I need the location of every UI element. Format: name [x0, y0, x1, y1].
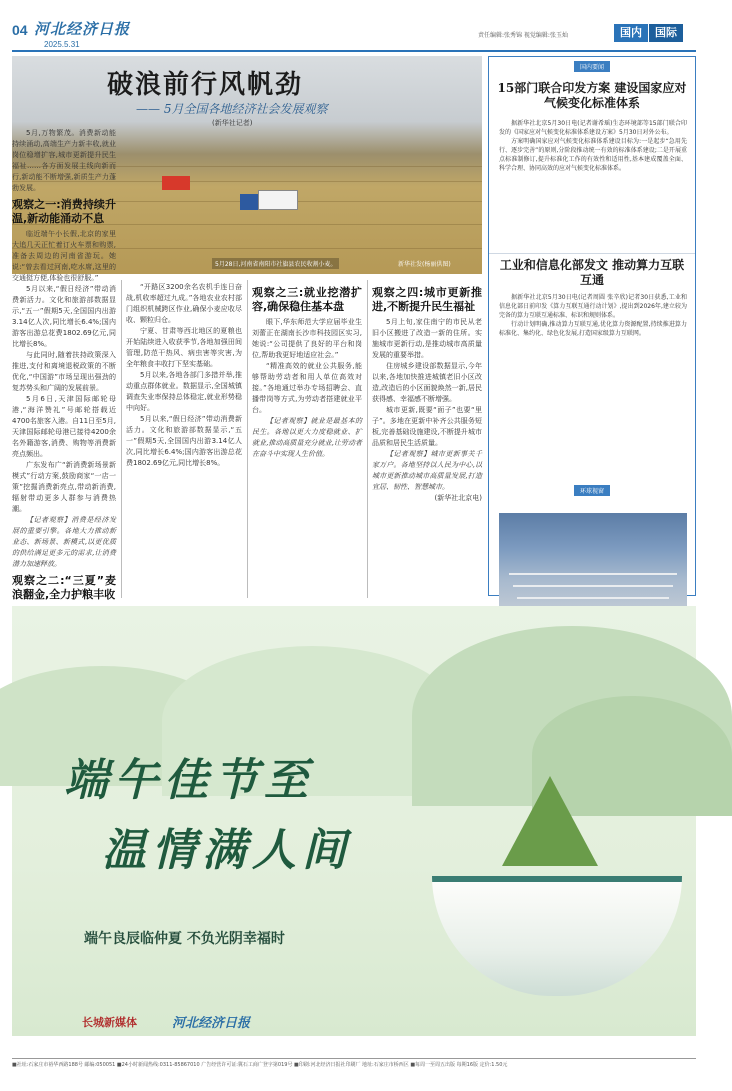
- news-sidebar: [488, 56, 696, 596]
- article-column-3: [252, 282, 362, 598]
- truck-body-shape: [258, 190, 298, 210]
- page-header: [0, 0, 708, 49]
- paragraph: 5月以来,“假日经济”带动消费新活力。文化和旅游部数据显示,“五一”假期5天,全国国内出游3.14亿人次,同比增长6.4%;国内游客出游总花费1802.69亿元,同比增长8%。: [12, 285, 116, 348]
- paragraph: 宁夏、甘肃等西北地区的夏粮也开始陆续进入收获季节,各地加强田间管理,防范干热风、病虫害等灾害,为全年粮食丰收打下坚实基础。: [126, 327, 242, 368]
- sidebar-tag-domestic: 国内要闻: [574, 61, 610, 72]
- paragraph: 眼下,华东师范大学应届毕业生刘蕾正在湖南长沙市科技园区实习,她说:“公司提供了良好的平台和岗位,帮助我更好地适应社会。”: [252, 318, 362, 359]
- zongzi-illustration: [502, 776, 598, 866]
- photo-credit: 新华社发(杨丽供图): [398, 261, 451, 268]
- paragraph: 5月以来,各地各部门多措并举,推动重点群体就业。数据显示,全国城镇调查失业率保持总体稳定,就业形势稳中向好。: [126, 371, 242, 412]
- paragraph: 5月上旬,家住南宁的市民从老旧小区搬进了改造一新的住所。实施城市更新行动,是推动城市高质量发展的重要举措。: [372, 318, 482, 359]
- article-source: (新华社北京电): [434, 494, 482, 502]
- ad-slogan: 端午良辰临仲夏 不负光阴幸福时: [84, 931, 285, 947]
- paragraph: 临近端午小长假,北京的家里大追几天正忙着订火车票和购票,准备去周边的河南省游玩。她说:“曾去看过河南,吃水席,这里的交通挺方便,体验也很舒服。”: [12, 230, 116, 282]
- subhead-2: 观察之二:“三夏”麦浪翻金,全力护粮丰收: [12, 574, 116, 601]
- paragraph: 住房城乡建设部数据显示,今年以来,各地加快推进城镇老旧小区改造,改造后的小区面貌焕然一新,居民获得感、幸福感不断增强。: [372, 362, 482, 403]
- sidebar-tag-world: 环球视窗: [574, 485, 610, 496]
- subhead-4: 观察之四:城市更新推进,不断提升民生福祉: [372, 286, 482, 313]
- main-subheadline: —— 5月全国各地经济社会发展观察: [136, 102, 328, 116]
- main-headline: 破浪前行风帆劲: [107, 70, 304, 100]
- harvester-shape: [162, 176, 190, 190]
- brand-logo-hebei-economic-daily: 河北经济日报: [172, 1016, 251, 1031]
- column-divider: [247, 280, 248, 598]
- ad-brand-bar: [12, 1006, 696, 1036]
- paragraph: 据新华社北京5月30日电(记者谢希瑶)生态环境部等15部门联合印发的《国家应对气候变化标准体系建设方案》5月30日对外公布。: [499, 120, 687, 136]
- paragraph: 城市更新,既要“面子”也要“里子”。多地在更新中补齐公共服务短板,完善基础设施建设,不断提升城市品质和居民生活质量。: [372, 406, 482, 447]
- brand-logo-changcheng: 长城新媒体: [82, 1016, 137, 1029]
- header-rule: [12, 50, 696, 52]
- subhead-3: 观察之三:就业挖潜扩容,确保稳住基本盘: [252, 286, 362, 313]
- reporter-note: 【记者观察】消费是经济发展的重要引擎。各地大力推动新业态、新场景、新模式,以更优质的供给满足更多元的需求,让消费潜力加速释放。: [12, 516, 116, 568]
- paragraph: “开路区3200余名农机手连日奋战,机收率超过九成。”各地农业农村部门组织机械跨区作业,确保小麦应收尽收、颗粒归仓。: [126, 283, 242, 324]
- sidebar-article-2: [499, 293, 687, 469]
- truck-cab-shape: [240, 194, 258, 210]
- paragraph: 与此同时,随着扶持政策深入推进,支付和离境退税政策的不断优化,“中国游”市场呈现出强劲的复苏势头和广阔的发展前景。: [12, 351, 116, 392]
- editor-credits: 责任编辑:张秀锦 视觉编辑:张玉灿: [478, 32, 568, 39]
- paragraph: 行动计划明确,推动算力互联互通,优化算力资源配置,持续推进算力标准化、集约化、绿色化发展,打造国家级算力互联网。: [499, 321, 687, 337]
- column-divider: [121, 280, 122, 598]
- article-column-4: [372, 282, 482, 598]
- paragraph: 据新华社北京5月30日电(记者周圆 张辛欣)记者30日获悉,工业和信息化部日前印发《算力互联互通行动计划》,提出到2026年,建立较为完备的算力互联互通标准、标识和规则体系。: [499, 294, 687, 319]
- paragraph: 5月6日,天津国际邮轮母港,“海洋赞礼”号邮轮搭载近4700名旅客入港。自11日至5月,天津国际邮轮母港已接待4200余名外籍游客,消费、购物等消费新亮点频出。: [12, 395, 116, 458]
- subhead-1: 观察之一:消费持续升温,新动能涌动不息: [12, 198, 116, 225]
- issue-date: 2025.5.31: [44, 40, 80, 49]
- article-column-1: [12, 128, 116, 601]
- paragraph: “精准高效的就业公共服务,能够帮助劳动者和用人单位高效对接。”各地通过举办专场招聘会、直播带岗等方式,为劳动者搭建就业平台。: [252, 362, 362, 414]
- newspaper-masthead: 河北经济日报: [34, 20, 131, 38]
- paragraph: 广东发布广“新消费新场景新模式”行动方案,鼓励商家“一店一策”挖掘消费新亮点,带动新消费,辐射带动更多人群参与消费热潮。: [12, 461, 116, 513]
- sidebar-headline-1: 15部门联合印发方案 建设国家应对气候变化标准体系: [497, 81, 687, 110]
- article-column-2: [126, 282, 242, 598]
- bowl-illustration: [432, 876, 682, 996]
- page-footer: ■社址:石家庄市裕华西路188号 邮编:050051 ■24小时新闻热线:0311-85867010 广告经营许可证:冀石工商广登字第019号 ■印刷:河北经济日报社印刷厂 地址:石家庄市桥西区 ■每周一至周五出版 每期16版 定价:1.50元: [12, 1058, 696, 1082]
- section-international: 国际: [648, 24, 683, 42]
- paragraph: 方案明确国家应对气候变化标准体系建设目标为:一是起步“急用先行、逐步完善”的原则,分阶段推动统一有效的标准体系建设;二是开展重点标准制修订,提升标准化工作的有效性和适用性,基本建成覆盖全面、科学合理、协同高效的应对气候变化标准体系。: [499, 138, 687, 172]
- sidebar-headline-2: 工业和信息化部发文 推动算力互联互通: [489, 253, 695, 288]
- paragraph: 5月以来,“假日经济”带动消费新活力。文化和旅游部数据显示,“五一”假期5天,全国国内出游3.14亿人次,同比增长6.4%;国内游客出游总花费1802.69亿元,同比增长8%。: [126, 415, 242, 467]
- reporter-note: 【记者观察】就业是最基本的民生。各地以更大力度稳就业、扩就业,推动高质量充分就业,让劳动者在奋斗中实现人生价值。: [252, 417, 362, 458]
- section-domestic: 国内: [614, 24, 648, 42]
- ad-headline-line-1: 端午佳节至: [64, 755, 314, 806]
- dragon-boat-festival-ad: [12, 606, 696, 1036]
- section-label: [614, 24, 683, 42]
- reporter-note: 【记者观察】城市更新事关千家万户。各地坚持以人民为中心,以城市更新推动城市高质量发展,打造宜居、韧性、智慧城市。: [372, 450, 482, 491]
- byline: (新华社记者): [212, 119, 253, 127]
- photo-caption: 5月28日,河南省南阳市社旗县农民收割小麦。: [212, 258, 339, 269]
- column-divider: [367, 280, 368, 598]
- lead-paragraph: 5月,万物繁茂。消费新动能持续涌动,高端生产力新丰收,就业岗位稳增扩容,城市更新提升民生福祉……各方面发展主线向新而行,新动能不断增强,新质生产力蓬勃发展。: [12, 129, 116, 192]
- page-number: 04: [12, 22, 28, 38]
- ad-headline-line-2: 温情满人间: [102, 825, 352, 876]
